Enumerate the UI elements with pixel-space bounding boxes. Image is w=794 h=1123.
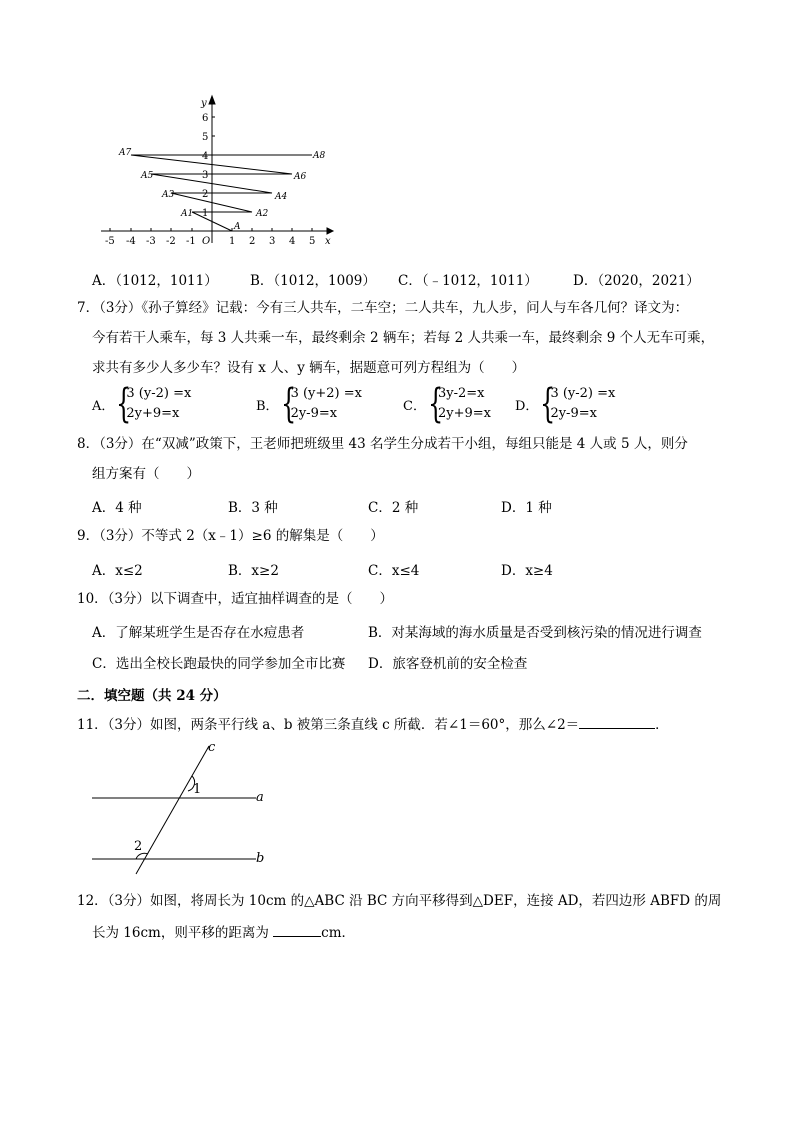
equation: 2y+9=x — [437, 406, 491, 421]
x-tick: -1 — [186, 236, 196, 247]
point-label-a6: A6 — [294, 172, 307, 182]
equation: 3 (y-2) =x — [550, 386, 616, 401]
x-tick: 4 — [289, 236, 296, 247]
q9-option-d[interactable]: D．x≥4 — [501, 563, 553, 579]
label-a: a — [256, 790, 264, 805]
q12-answer-blank[interactable] — [273, 936, 321, 937]
x-tick: -5 — [105, 236, 115, 247]
option-label: B． — [256, 398, 279, 414]
q10-option-a[interactable]: A．了解某班学生是否存在水痘患者 — [92, 625, 305, 641]
y-tick: 2 — [202, 189, 209, 200]
x-tick: 1 — [229, 236, 236, 247]
q7-option-a[interactable] — [92, 381, 192, 427]
q10-option-c[interactable]: C．选出全校长跑最快的同学参加全市比赛 — [92, 656, 346, 672]
x-tick: -3 — [146, 236, 156, 247]
q7-text-line1: 7．（3分）《孙子算经》记载：今有三人共车，二车空；二人共车，九人步，问人与车各几何？译文为： — [77, 300, 689, 316]
label-c: c — [208, 740, 216, 755]
y-tick: 1 — [202, 208, 209, 219]
q8-text-line2: 组方案有（ ） — [92, 466, 200, 482]
q12-text-line2 — [92, 923, 355, 943]
section-title-fill-in: 二．填空题（共 24 分） — [77, 688, 227, 704]
equation: 2y-9=x — [550, 406, 597, 421]
q11-stem: 11．（3分）如图，两条平行线 a、b 被第三条直线 c 所截．若∠1＝60°，那么∠2＝ — [77, 717, 580, 733]
q12-unit: cm． — [321, 925, 356, 941]
q9-option-b[interactable]: B．x≥2 — [228, 563, 279, 579]
q8-option-a[interactable]: A．4 种 — [92, 500, 142, 516]
q10-option-d[interactable]: D．旅客登机前的安全检查 — [368, 656, 528, 672]
left-brace-icon: { — [427, 381, 444, 427]
q11-end: ． — [655, 717, 669, 733]
q7-text-line2: 今有若干人乘车，每 3 人共乘一车，最终剩余 2 辆车；若每 2 人共乘一车，最终剩余 9 个人无车可乘， — [92, 330, 715, 346]
q7-option-d[interactable] — [515, 381, 616, 427]
y-tick: 6 — [202, 113, 209, 124]
origin-label: O — [202, 236, 211, 247]
option-label: C． — [403, 398, 426, 414]
x-tick: -4 — [126, 236, 136, 247]
q11-text — [77, 715, 669, 735]
left-brace-icon: { — [540, 381, 556, 427]
q10-option-b[interactable]: B．对某海域的海水质量是否受到核污染的情况进行调查 — [368, 625, 702, 641]
option-label: A． — [92, 398, 115, 414]
q8-option-b[interactable]: B．3 种 — [228, 500, 278, 516]
x-axis-arrow — [327, 228, 333, 234]
x-axis-label: x — [325, 236, 331, 247]
q9-option-c[interactable]: C．x≤4 — [368, 563, 420, 579]
x-tick: 5 — [309, 236, 316, 247]
q8-option-c[interactable]: C．2 种 — [368, 500, 419, 516]
y-tick: 4 — [202, 151, 209, 162]
point-label-a: A — [234, 222, 241, 232]
q7-option-c[interactable] — [403, 381, 491, 427]
q7-option-b[interactable] — [256, 381, 362, 427]
point-label-a2: A2 — [256, 209, 269, 219]
q8-option-d[interactable]: D．1 种 — [501, 500, 552, 516]
point-label-a3: A3 — [162, 190, 175, 200]
point-label-a8: A8 — [313, 151, 326, 161]
label-angle-2: 2 — [134, 839, 143, 854]
x-tick: 2 — [249, 236, 256, 247]
q9-option-a[interactable]: A．x≤2 — [92, 563, 143, 579]
equation: 2y-9=x — [290, 406, 338, 421]
y-tick: 3 — [202, 170, 209, 181]
left-brace-icon: { — [116, 381, 132, 427]
point-label-a4: A4 — [275, 192, 288, 202]
q10-text: 10．（3分）以下调查中，适宜抽样调查的是（ ） — [77, 591, 394, 607]
left-brace-icon: { — [280, 381, 296, 427]
label-angle-1: 1 — [193, 782, 202, 797]
point-label-a7: A7 — [119, 148, 132, 158]
y-axis-arrow — [209, 96, 215, 104]
equation: 3 (y+2) =x — [290, 386, 362, 401]
q12-text-line1: 12．（3分）如图，将周长为 10cm 的△ABC 沿 BC 方向平移得到△DEF，连接 AD，若四边形 ABFD 的周 — [77, 893, 722, 909]
option-label: D． — [515, 398, 539, 414]
equation: 2y+9=x — [126, 406, 180, 421]
q6-option-c[interactable]: C．（﹣1012，1011） — [398, 273, 538, 289]
q7-text-line3: 求共有多少人多少车？设有 x 人、y 辆车，据题意可列方程组为（ ） — [92, 360, 526, 376]
q6-option-a[interactable]: A．（1012，1011） — [92, 273, 218, 289]
line-c — [136, 746, 209, 874]
label-b: b — [256, 851, 265, 866]
q8-text-line1: 8．（3分）在“双减”政策下，王老师把班级里 43 名学生分成若干小组，每组只能是 4 人或 5 人，则分 — [77, 436, 688, 452]
y-tick: 5 — [202, 132, 209, 143]
y-axis-label: y — [201, 98, 207, 109]
q11-parallel-lines-figure — [88, 738, 278, 876]
x-tick: -2 — [166, 236, 176, 247]
q12-stem: 长为 16cm，则平移的距离为 — [92, 925, 269, 941]
q9-text: 9．（3分）不等式 2（x﹣1）≥6 的解集是（ ） — [77, 528, 384, 544]
point-label-a5: A5 — [141, 171, 154, 181]
q11-answer-blank[interactable] — [579, 728, 655, 729]
equation: 3y-2=x — [437, 386, 485, 401]
point-label-a1: A1 — [181, 209, 194, 219]
q6-option-d[interactable]: D．（2020，2021） — [573, 273, 700, 289]
x-tick: 3 — [269, 236, 276, 247]
q6-coordinate-graph — [95, 92, 345, 252]
q6-option-b[interactable]: B．（1012，1009） — [250, 273, 376, 289]
equation: 3 (y-2) =x — [126, 386, 192, 401]
